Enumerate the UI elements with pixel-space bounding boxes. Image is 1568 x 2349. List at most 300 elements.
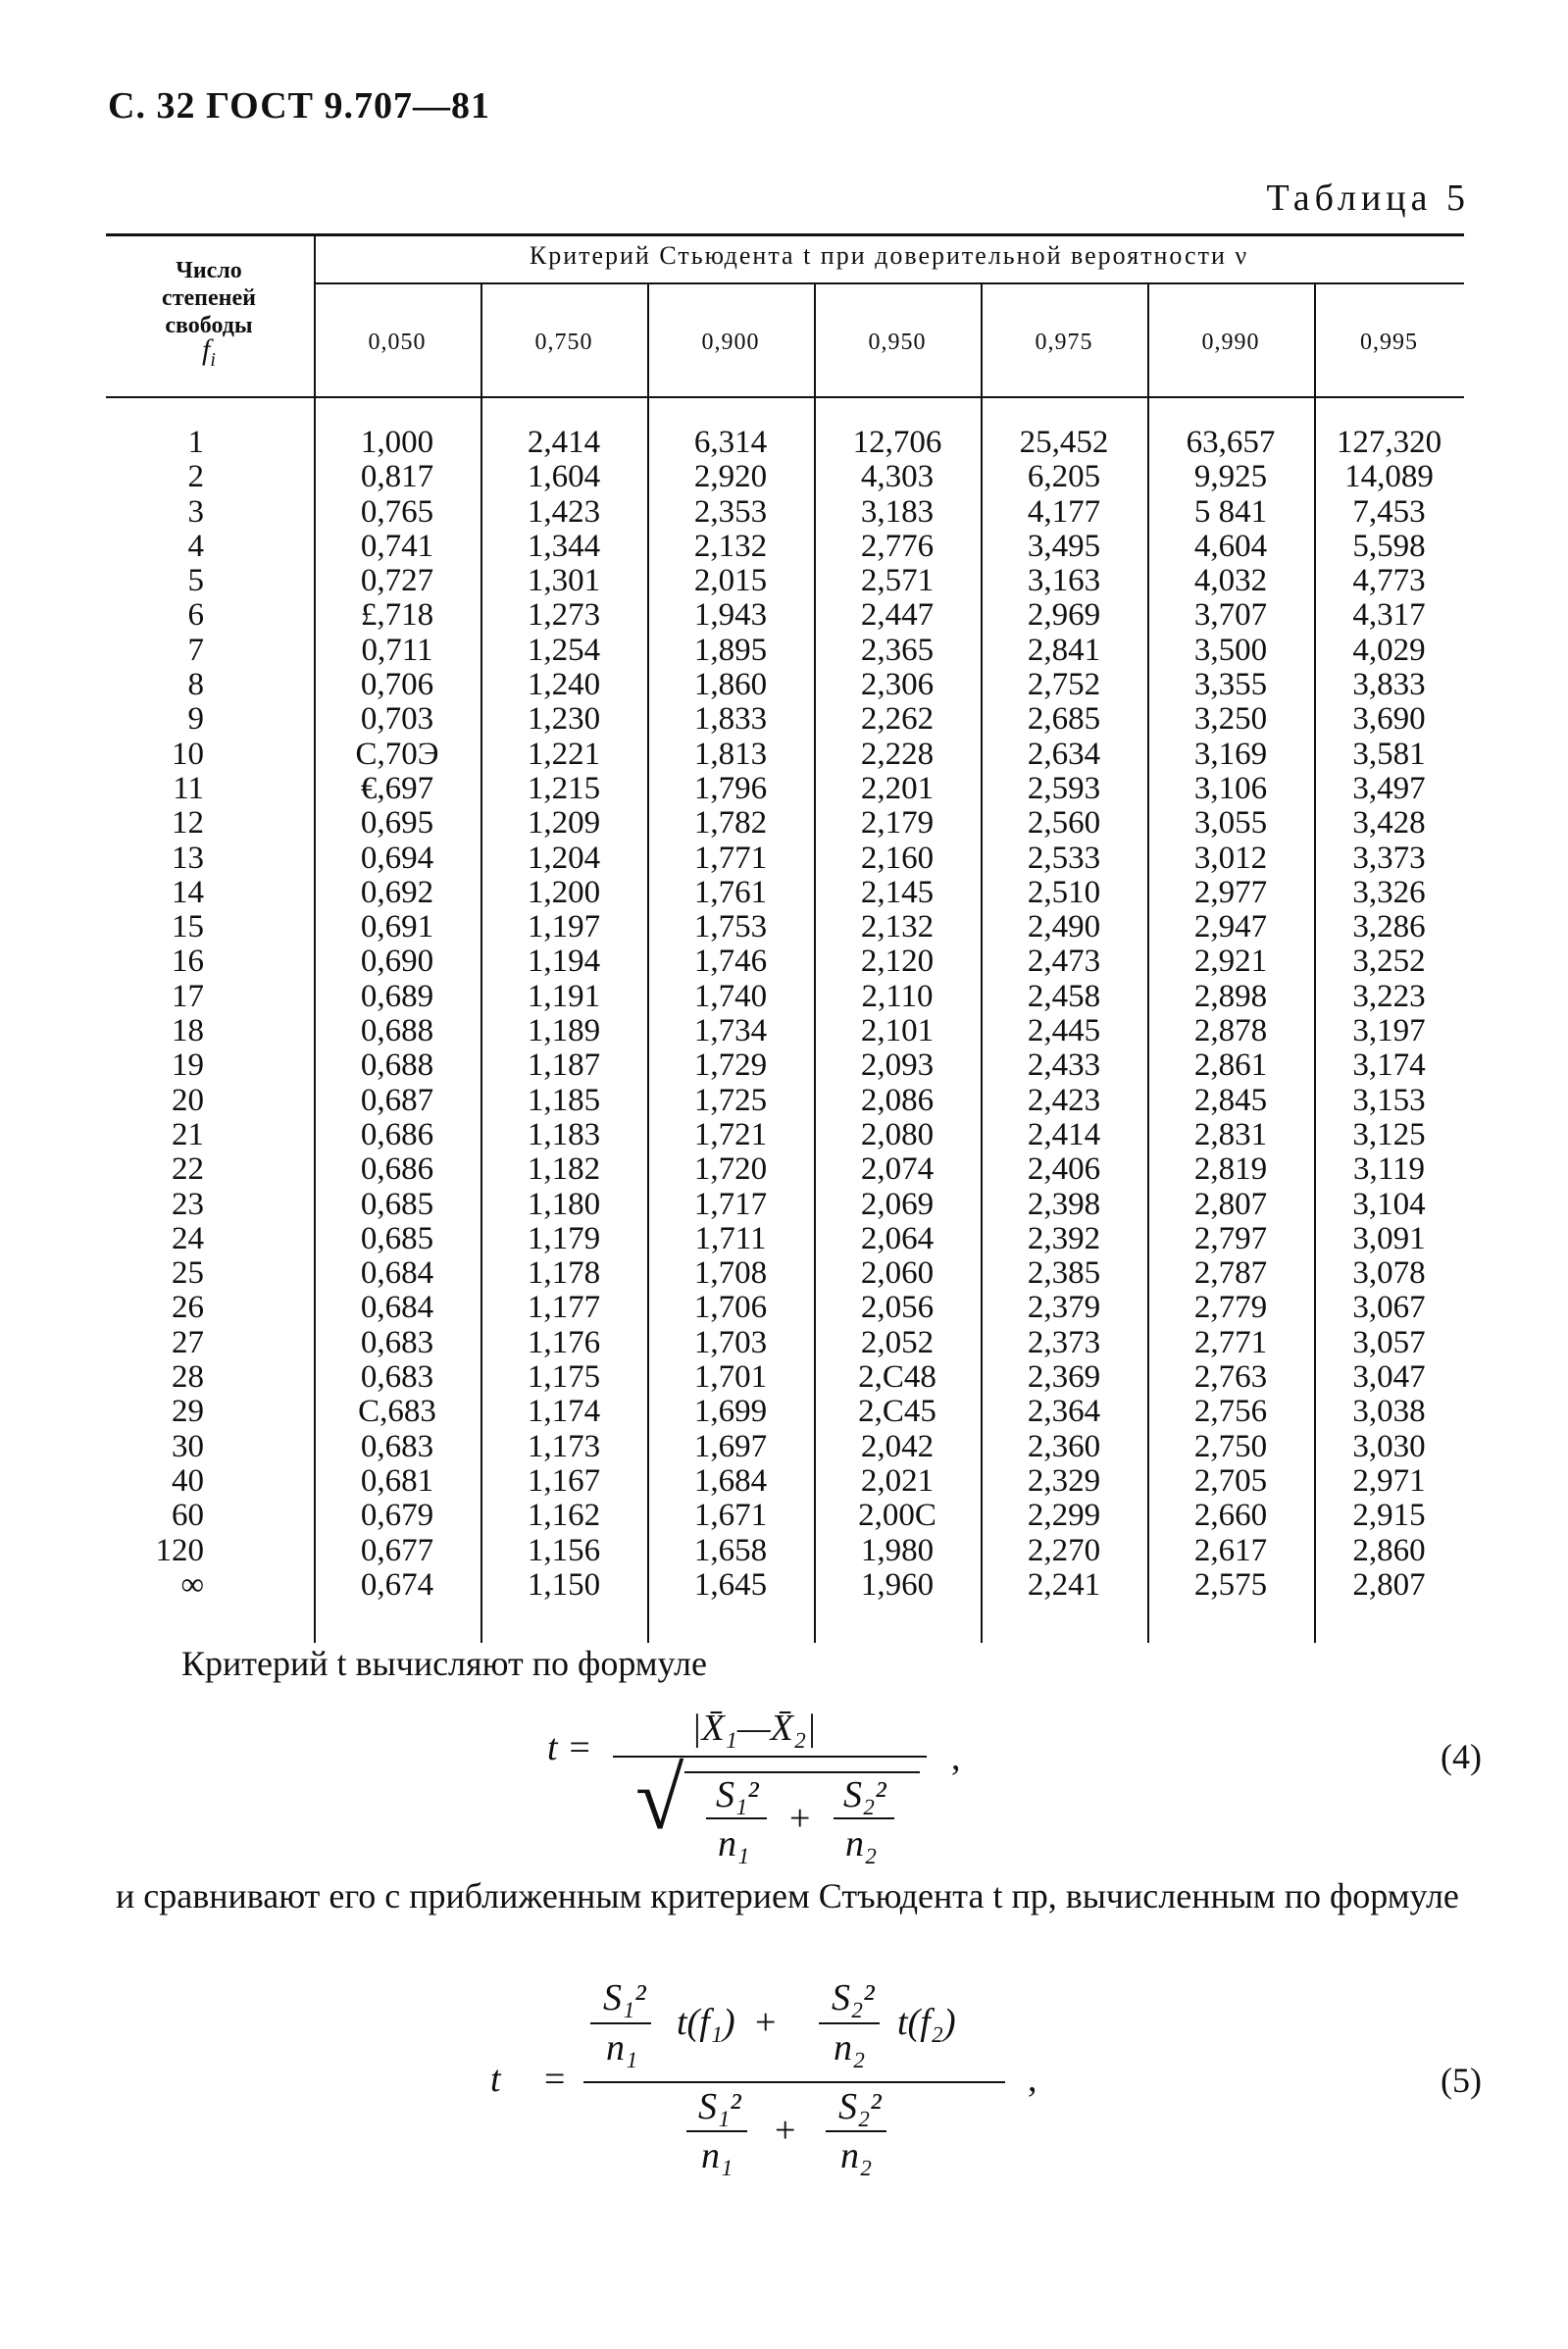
t-value-cell: 0,688 (360, 1013, 434, 1049)
t-value-cell: 2,С45 (858, 1394, 936, 1430)
t-value-cell: 1,813 (693, 736, 768, 772)
t-value-cell: 2,845 (1193, 1082, 1268, 1118)
df-header-line: свободы (165, 313, 253, 338)
t-value-cell: 3,030 (1352, 1428, 1426, 1464)
t-value-cell: 2,060 (860, 1255, 935, 1292)
f5-eq: = (544, 2059, 566, 2100)
t-value-cell: 2,179 (860, 805, 935, 842)
f5-t-f2: t(f₂) (897, 2002, 956, 2043)
t-value-cell: 1,194 (527, 944, 601, 980)
df-value: 25 (172, 1255, 204, 1292)
t-value-cell: 2,860 (1352, 1532, 1426, 1568)
t-value-cell: 3,183 (860, 493, 935, 530)
t-value-cell: 3,055 (1193, 805, 1268, 842)
t-value-cell: 0,695 (360, 805, 434, 842)
t-value-cell: 2,021 (860, 1462, 935, 1499)
t-value-cell: 3,690 (1352, 701, 1426, 738)
t-value-cell: 3,104 (1352, 1186, 1426, 1222)
df-value: 15 (172, 909, 204, 945)
t-value-cell: 2,510 (1027, 874, 1101, 910)
t-value-cell: 0,765 (360, 493, 434, 530)
t-value-cell: 1,706 (693, 1290, 768, 1326)
t-value-cell: 1,701 (693, 1359, 768, 1396)
f4-s2: S₂² (843, 1774, 886, 1815)
t-value-cell: 3,223 (1352, 978, 1426, 1014)
t-value-cell: 3,250 (1193, 701, 1268, 738)
t-value-cell: 2,861 (1193, 1047, 1268, 1084)
t-value-cell: 2,353 (693, 493, 768, 530)
df-value: 9 (187, 701, 204, 738)
t-value-cell: 1,162 (527, 1498, 601, 1534)
t-value-cell: €,697 (360, 770, 434, 806)
t-value-column (647, 426, 814, 1603)
f5-denom-s1: S₁² (698, 2086, 741, 2127)
t-value-cell: 1,960 (860, 1566, 935, 1603)
f5-s2: S₂² (832, 1977, 875, 2018)
t-value-cell: 2,969 (1027, 597, 1101, 634)
df-value: 19 (172, 1047, 204, 1084)
t-value-cell: 1,187 (527, 1047, 601, 1084)
t-value-cell: 2,920 (693, 459, 768, 495)
t-value-cell: 2,841 (1027, 632, 1101, 668)
t-value-cell: 1,645 (693, 1566, 768, 1603)
t-value-cell: 2,069 (860, 1186, 935, 1222)
df-value: 3 (187, 493, 204, 530)
t-value-cell: 2,414 (527, 425, 601, 460)
t-value-cell: 2,270 (1027, 1532, 1101, 1568)
df-column (106, 426, 204, 1603)
t-value-cell: 1,697 (693, 1428, 768, 1464)
t-value-cell: 2,947 (1193, 909, 1268, 945)
t-value-cell: 0,691 (360, 909, 434, 945)
df-value: 22 (172, 1151, 204, 1188)
t-value-cell: 2,329 (1027, 1462, 1101, 1499)
t-value-cell: 2,201 (860, 770, 935, 806)
f5-n2: n₂ (834, 2027, 866, 2068)
t-value-cell: 0,683 (360, 1428, 434, 1464)
table-top-rule (106, 233, 1464, 236)
t-value-cell: 3,106 (1193, 770, 1268, 806)
t-value-cell: 2,776 (860, 528, 935, 564)
t-value-cell: 7,453 (1352, 493, 1426, 530)
df-value: 120 (155, 1532, 204, 1568)
formula-intro-text: Критерий t вычисляют по формуле (181, 1644, 707, 1683)
t-value-cell: 1,711 (694, 1220, 767, 1256)
t-value-cell: 0,684 (360, 1255, 434, 1292)
t-value-cell: 1,860 (693, 667, 768, 703)
t-value-cell: 1,182 (527, 1151, 601, 1188)
f5-denom-bar-2 (826, 2130, 886, 2132)
probability-header: 0,950 (868, 330, 927, 355)
t-value-cell: 3,286 (1352, 909, 1426, 945)
header-bottom-rule (106, 396, 1464, 398)
t-value-cell: 1,191 (527, 978, 601, 1014)
t-value-cell: 3,197 (1352, 1013, 1426, 1049)
t-value-cell: С,683 (358, 1394, 436, 1430)
t-value-cell: 2,660 (1193, 1498, 1268, 1534)
t-value-cell: 2,898 (1193, 978, 1268, 1014)
t-value-cell: 1,720 (693, 1151, 768, 1188)
t-value-cell: 1,703 (693, 1324, 768, 1360)
t-value-cell: 2,392 (1027, 1220, 1101, 1256)
df-value: 30 (172, 1428, 204, 1464)
t-value-cell: 1,684 (693, 1462, 768, 1499)
df-value: ∞ (180, 1566, 204, 1603)
t-value-cell: 2,473 (1027, 944, 1101, 980)
t-value-cell: 3,373 (1352, 840, 1426, 876)
t-value-cell: 0,706 (360, 667, 434, 703)
t-value-cell: 2,132 (693, 528, 768, 564)
t-value-cell: 2,705 (1193, 1462, 1268, 1499)
t-value-cell: 1,177 (527, 1290, 601, 1326)
df-value: 20 (172, 1082, 204, 1118)
t-value-cell: 2,093 (860, 1047, 935, 1084)
df-value: 2 (187, 459, 204, 495)
t-value-cell: 3,581 (1352, 736, 1426, 772)
df-value: 16 (172, 944, 204, 980)
t-value-cell: 2,101 (860, 1013, 935, 1049)
f5-plus-top: + (755, 2002, 777, 2043)
f5-comma: , (1028, 2059, 1037, 2100)
t-value-cell: 4,303 (860, 459, 935, 495)
df-value: 8 (187, 667, 204, 703)
t-value-cell: 2,364 (1027, 1394, 1101, 1430)
t-value-cell: 3,500 (1193, 632, 1268, 668)
t-value-cell: 6,205 (1027, 459, 1101, 495)
t-value-cell: 4,177 (1027, 493, 1101, 530)
t-value-cell: 3,497 (1352, 770, 1426, 806)
df-header-line: степеней (162, 285, 256, 311)
t-value-cell: 1,189 (527, 1013, 601, 1049)
t-value-cell: 3,153 (1352, 1082, 1426, 1118)
t-value-cell: 2,971 (1352, 1462, 1426, 1499)
t-value-cell: 3,078 (1352, 1255, 1426, 1292)
df-value: 1 (187, 425, 204, 460)
f4-plus: + (789, 1798, 811, 1839)
t-value-cell: 4,317 (1352, 597, 1426, 634)
t-value-cell: 0,741 (360, 528, 434, 564)
t-value-cell: 1,708 (693, 1255, 768, 1292)
t-value-cell: 1,671 (693, 1498, 768, 1534)
t-value-cell: 0,817 (360, 459, 434, 495)
t-value-cell: 2,015 (693, 563, 768, 599)
t-value-cell: 1,771 (693, 840, 768, 876)
df-value: 13 (172, 840, 204, 876)
t-value-cell: 1,221 (527, 736, 601, 772)
t-value-cell: 2,385 (1027, 1255, 1101, 1292)
t-value-cell: 1,179 (527, 1220, 601, 1256)
t-value-cell: 2,С48 (858, 1359, 936, 1396)
t-value-cell: 0,683 (360, 1324, 434, 1360)
t-value-cell: 0,727 (360, 563, 434, 599)
t-value-cell: £,718 (360, 597, 434, 634)
f5-plus-bottom: + (775, 2110, 796, 2151)
t-value-cell: 1,175 (527, 1359, 601, 1396)
t-value-cell: 14,089 (1344, 459, 1434, 495)
df-value: 60 (172, 1498, 204, 1534)
t-value-cell: 2,779 (1193, 1290, 1268, 1326)
t-value-cell: 2,807 (1193, 1186, 1268, 1222)
t-value-cell: 0,679 (360, 1498, 434, 1534)
student-criterion-header: Критерий Стьюдента t при доверительной вероятности ν (529, 241, 1249, 270)
t-value-cell: 1,699 (693, 1394, 768, 1430)
t-value-cell: 0,674 (360, 1566, 434, 1603)
df-value: 26 (172, 1290, 204, 1326)
t-value-cell: 4,773 (1352, 563, 1426, 599)
df-value: 21 (172, 1116, 204, 1152)
t-value-cell: 2,433 (1027, 1047, 1101, 1084)
t-value-cell: 2,685 (1027, 701, 1101, 738)
t-value-cell: 0,689 (360, 978, 434, 1014)
df-value: 14 (172, 874, 204, 910)
t-value-cell: 3,057 (1352, 1324, 1426, 1360)
t-value-cell: 1,254 (527, 632, 601, 668)
t-value-cell: 2,756 (1193, 1394, 1268, 1430)
t-value-cell: 2,445 (1027, 1013, 1101, 1049)
df-value: 4 (187, 528, 204, 564)
t-value-cell: 1,156 (527, 1532, 601, 1568)
f4-numerator: |X̄₁—X̄₂| (691, 1708, 817, 1749)
t-value-cell: 3,038 (1352, 1394, 1426, 1430)
t-value-cell: 2,797 (1193, 1220, 1268, 1256)
f5-sub-bar-1 (590, 2022, 651, 2024)
df-value: 29 (172, 1394, 204, 1430)
t-value-cell: 2,750 (1193, 1428, 1268, 1464)
t-value-cell: 1,185 (527, 1082, 601, 1118)
f5-sub-bar-2 (819, 2022, 880, 2024)
t-value-cell: 1,782 (693, 805, 768, 842)
f5-lhs: t (490, 2059, 501, 2100)
t-value-cell: 1,183 (527, 1116, 601, 1152)
t-value-cell: 1,796 (693, 770, 768, 806)
t-value-cell: 1,729 (693, 1047, 768, 1084)
t-value-cell: 0,686 (360, 1151, 434, 1188)
df-value: 12 (172, 805, 204, 842)
f5-t-f1: t(f₁) (677, 2002, 735, 2043)
equation-number-5: (5) (1441, 2061, 1482, 2100)
t-value-cell: 1,658 (693, 1532, 768, 1568)
t-value-column (814, 426, 981, 1603)
t-value-cell: 1,176 (527, 1324, 601, 1360)
t-value-cell: 0,684 (360, 1290, 434, 1326)
t-value-cell: 2,052 (860, 1324, 935, 1360)
t-value-cell: 2,423 (1027, 1082, 1101, 1118)
t-value-cell: 0,688 (360, 1047, 434, 1084)
t-value-cell: 0,685 (360, 1220, 434, 1256)
t-value-cell: 2,064 (860, 1220, 935, 1256)
f5-n1: n₁ (606, 2027, 638, 2068)
t-value-cell: 2,398 (1027, 1186, 1101, 1222)
t-value-cell: 2,365 (860, 632, 935, 668)
t-value-cell: 2,560 (1027, 805, 1101, 842)
t-value-cell: 2,086 (860, 1082, 935, 1118)
equation-number-4: (4) (1441, 1737, 1482, 1776)
f4-sub-bar-1 (706, 1817, 767, 1819)
df-header-line: Число (176, 258, 242, 283)
t-value-cell: 2,369 (1027, 1359, 1101, 1396)
df-value: 28 (172, 1359, 204, 1396)
t-value-cell: 3,833 (1352, 667, 1426, 703)
df-value: 17 (172, 978, 204, 1014)
t-value-cell: 2,571 (860, 563, 935, 599)
t-value-cell: 1,301 (527, 563, 601, 599)
t-value-cell: 6,314 (693, 425, 768, 460)
t-value-cell: 2,977 (1193, 874, 1268, 910)
df-column-header (106, 257, 312, 371)
t-value-cell: 0,703 (360, 701, 434, 738)
comparison-text: и сравнивают его с приближенным критерием Стъюдента t пр, вычисленным по формуле (116, 1876, 1459, 1915)
t-value-cell: 2,763 (1193, 1359, 1268, 1396)
t-value-cell: 0,692 (360, 874, 434, 910)
t-value-cell: 3,067 (1352, 1290, 1426, 1326)
t-value-cell: 2,228 (860, 736, 935, 772)
df-value: 11 (173, 770, 204, 806)
t-value-cell: 3,326 (1352, 874, 1426, 910)
t-value-cell: 3,174 (1352, 1047, 1426, 1084)
t-value-cell: 1,174 (527, 1394, 601, 1430)
t-value-cell: 1,150 (527, 1566, 601, 1603)
t-value-cell: 1,746 (693, 944, 768, 980)
t-value-cell: 2,634 (1027, 736, 1101, 772)
t-value-cell: 1,209 (527, 805, 601, 842)
t-value-column (1147, 426, 1314, 1603)
t-value-cell: 1,761 (693, 874, 768, 910)
t-value-cell: 2,306 (860, 667, 935, 703)
t-value-cell: 1,204 (527, 840, 601, 876)
t-value-cell: 3,047 (1352, 1359, 1426, 1396)
t-value-cell: 2,414 (1027, 1116, 1101, 1152)
f4-n1: n₁ (718, 1823, 750, 1864)
t-value-cell: 1,273 (527, 597, 601, 634)
t-value-cell: 3,163 (1027, 563, 1101, 599)
probability-header: 0,050 (368, 330, 427, 355)
t-value-cell: 2,807 (1352, 1566, 1426, 1603)
t-value-cell: 2,110 (861, 978, 934, 1014)
t-value-cell: 2,132 (860, 909, 935, 945)
t-value-cell: 12,706 (852, 425, 942, 460)
t-value-cell: 2,373 (1027, 1324, 1101, 1360)
t-value-cell: 0,694 (360, 840, 434, 876)
t-value-cell: 2,262 (860, 701, 935, 738)
probability-header: 0,995 (1360, 330, 1418, 355)
t-value-cell: 2,575 (1193, 1566, 1268, 1603)
t-value-cell: 2,074 (860, 1151, 935, 1188)
t-value-cell: 2,593 (1027, 770, 1101, 806)
t-value-cell: 2,145 (860, 874, 935, 910)
t-value-cell: 2,241 (1027, 1566, 1101, 1603)
t-value-cell: 2,379 (1027, 1290, 1101, 1326)
t-value-cell: 1,734 (693, 1013, 768, 1049)
t-value-cell: 1,178 (527, 1255, 601, 1292)
df-value: 5 (187, 563, 204, 599)
t-value-cell: 1,230 (527, 701, 601, 738)
df-value: 40 (172, 1462, 204, 1499)
t-value-cell: 1,167 (527, 1462, 601, 1499)
t-value-cell: 0,711 (361, 632, 433, 668)
t-value-cell: 1,240 (527, 667, 601, 703)
f5-denom-bar-1 (686, 2130, 747, 2132)
t-value-cell: 0,690 (360, 944, 434, 980)
t-value-cell: 3,495 (1027, 528, 1101, 564)
t-value-cell: 0,683 (360, 1359, 434, 1396)
span-header-rule (314, 282, 1464, 284)
t-value-cell: 0,685 (360, 1186, 434, 1222)
t-value-cell: 1,604 (527, 459, 601, 495)
t-value-cell: 2,921 (1193, 944, 1268, 980)
t-value-cell: 1,895 (693, 632, 768, 668)
probability-header: 0,750 (534, 330, 593, 355)
t-value-cell: 2,533 (1027, 840, 1101, 876)
t-value-cell: 4,604 (1193, 528, 1268, 564)
t-value-cell: 1,000 (360, 425, 434, 460)
t-value-cell: 2,878 (1193, 1013, 1268, 1049)
t-value-cell: 3,355 (1193, 667, 1268, 703)
df-value: 10 (172, 736, 204, 772)
t-value-cell: 2,752 (1027, 667, 1101, 703)
t-value-cell: 2,406 (1027, 1151, 1101, 1188)
t-value-cell: 2,458 (1027, 978, 1101, 1014)
t-value-cell: 4,032 (1193, 563, 1268, 599)
t-value-cell: С,70Э (355, 736, 439, 772)
t-value-cell: 1,344 (527, 528, 601, 564)
df-header-symbol: f (202, 333, 211, 366)
df-value: 24 (172, 1220, 204, 1256)
t-value-cell: 3,091 (1352, 1220, 1426, 1256)
t-value-cell: 3,707 (1193, 597, 1268, 634)
t-value-column (981, 426, 1147, 1603)
t-value-cell: 2,00С (858, 1498, 936, 1534)
f5-main-fraction-bar (583, 2081, 1005, 2083)
t-value-cell: 63,657 (1186, 425, 1276, 460)
t-value-cell: 3,169 (1193, 736, 1268, 772)
t-value-cell: 2,787 (1193, 1255, 1268, 1292)
t-value-cell: 1,200 (527, 874, 601, 910)
t-value-cell: 1,753 (693, 909, 768, 945)
t-value-cell: 2,160 (860, 840, 935, 876)
t-value-cell: 1,721 (693, 1116, 768, 1152)
t-value-cell: 2,617 (1193, 1532, 1268, 1568)
df-header-subscript: i (210, 349, 216, 371)
t-value-cell: 2,120 (860, 944, 935, 980)
t-value-cell: 0,677 (360, 1532, 434, 1568)
t-value-cell: 3,252 (1352, 944, 1426, 980)
t-value-cell: 2,915 (1352, 1498, 1426, 1534)
t-value-cell: 2,080 (860, 1116, 935, 1152)
page-header: С. 32 ГОСТ 9.707—81 (108, 85, 490, 127)
t-value-cell: 2,490 (1027, 909, 1101, 945)
t-value-column (481, 426, 647, 1603)
t-value-cell: 0,686 (360, 1116, 434, 1152)
f4-s1: S₁² (716, 1774, 759, 1815)
f4-sqrt-sign: √ (635, 1751, 684, 1848)
t-value-cell: 2,360 (1027, 1428, 1101, 1464)
f4-sub-bar-2 (834, 1817, 894, 1819)
t-value-cell: 1,943 (693, 597, 768, 634)
t-value-cell: 2,056 (860, 1290, 935, 1326)
f4-comma: , (951, 1737, 961, 1778)
df-value: 6 (187, 597, 204, 634)
t-value-cell: 1,423 (527, 493, 601, 530)
t-value-column (1314, 426, 1464, 1603)
t-value-cell: 9,925 (1193, 459, 1268, 495)
t-value-cell: 1,833 (693, 701, 768, 738)
df-value: 23 (172, 1186, 204, 1222)
t-value-cell: 0,681 (360, 1462, 434, 1499)
t-value-cell: 2,299 (1027, 1498, 1101, 1534)
df-value: 27 (172, 1324, 204, 1360)
f4-n2: n₂ (845, 1823, 878, 1864)
f5-denom-n1: n₁ (701, 2135, 733, 2176)
